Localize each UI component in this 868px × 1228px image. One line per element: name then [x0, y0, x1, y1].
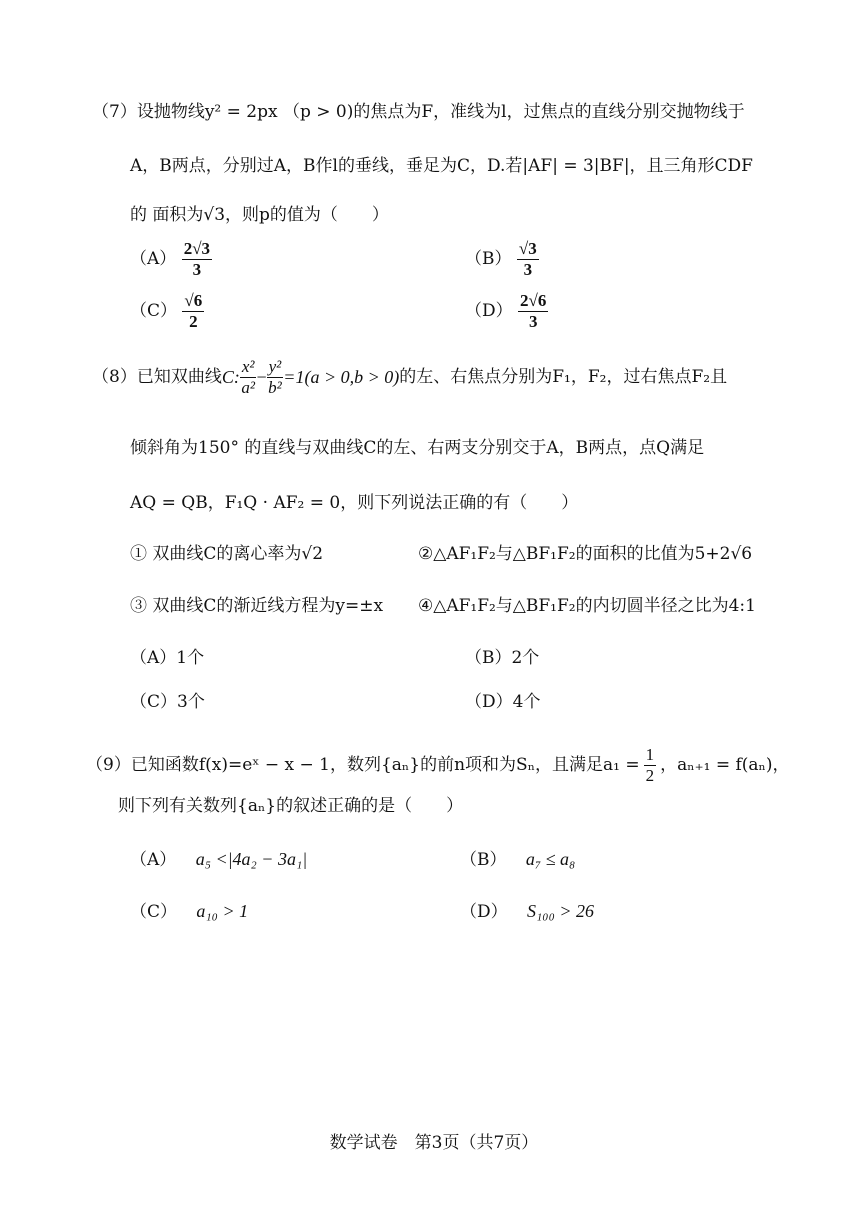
- q7-option-a: [130, 240, 212, 279]
- q8-eq-tail: =1(a > 0,b > 0): [283, 367, 400, 388]
- q7-line2: A，B两点，分别过A，B作l的垂线，垂足为C，D.若|AF| = 3|BF|，且三角形CDF: [130, 156, 753, 176]
- q7-option-d: [465, 292, 548, 331]
- q7-option-d-num: 2√6: [520, 291, 547, 310]
- q9-option-a-text: a₅ <|4a₂ − 3a₁|: [195, 849, 308, 869]
- q9-option-a-label: （A）: [130, 850, 177, 870]
- q7-option-c-num: √6: [184, 291, 203, 310]
- q9-line1-suffix: ，aₙ₊₁ = f(aₙ)，: [660, 754, 790, 775]
- q9-option-b-label: （B）: [460, 850, 507, 870]
- q7-line3: 的 面积为√3，则p的值为（ ）: [130, 205, 389, 225]
- q8-line1-suffix: 的左、右焦点分别为F₁，F₂，过右焦点F₂且: [399, 366, 728, 387]
- q8-line1-prefix: （8）已知双曲线: [92, 366, 222, 387]
- q8-option-c: （C）3个: [130, 692, 205, 712]
- q7-option-a-label: （A）: [130, 248, 177, 269]
- q9-option-a: [130, 850, 307, 869]
- q7-option-c-den: 2: [189, 311, 198, 331]
- q7-option-d-label: （D）: [465, 300, 513, 321]
- q8-frac-x-den: a²: [241, 377, 255, 397]
- q8-frac-y-den: b²: [268, 377, 282, 397]
- q8-line2: 倾斜角为150° 的直线与双曲线C的左、右两支分别交于A，B两点，点Q满足: [130, 438, 705, 458]
- q7-option-a-num: 2√3: [183, 239, 211, 258]
- q7-option-a-fraction: [182, 240, 212, 279]
- q7-option-d-den: 3: [528, 311, 538, 331]
- q9-option-d-label: （D）: [460, 902, 508, 922]
- q9-option-d-text: S₁₀₀ > 26: [527, 901, 594, 921]
- q7-line1: （7）设抛物线y² = 2px （p > 0)的焦点为F，准线为l，过焦点的直线分别交抛物线于: [92, 102, 745, 122]
- q7-option-b-fraction: [517, 240, 539, 279]
- q9-option-b-text: a₇ ≤ a₈: [525, 849, 576, 869]
- q9-a1-den: 2: [645, 765, 655, 785]
- q8-frac-y: [267, 358, 284, 397]
- q7-option-c: [130, 292, 204, 331]
- q7-option-b: [465, 240, 539, 279]
- q9-option-b: [460, 850, 575, 869]
- q7-option-a-den: 3: [192, 259, 202, 279]
- q8-line3: AQ = QB，F₁Q · AF₂ = 0，则下列说法正确的有（ ）: [130, 493, 579, 513]
- q8-statement-4: ④△AF₁F₂与△BF₁F₂的内切圆半径之比为4:1: [418, 596, 756, 616]
- q9-option-c-text: a₁₀ > 1: [196, 901, 249, 921]
- q7-option-c-fraction: [182, 292, 204, 331]
- q8-frac-x-num: x²: [241, 357, 255, 376]
- q9-option-c: [130, 902, 248, 921]
- q7-option-c-label: （C）: [130, 300, 178, 321]
- q9-option-d: [460, 902, 594, 921]
- q8-line1: [92, 358, 727, 397]
- q7-option-b-label: （B）: [465, 248, 512, 269]
- q7-option-b-den: 3: [523, 259, 533, 279]
- q9-line2: 则下列有关数列{aₙ}的叙述正确的是（ ）: [118, 796, 464, 816]
- q9-line1-prefix: （9）已知函数f(x)=eˣ − x − 1，数列{aₙ}的前n项和为Sₙ，且满足a₁ =: [86, 754, 640, 775]
- q8-eq-lead: C:: [221, 367, 240, 388]
- q8-statement-3: ③ 双曲线C的渐近线方程为y=±x: [130, 596, 384, 616]
- q9-a1-fraction: [644, 746, 657, 785]
- q8-minus: −: [256, 367, 267, 388]
- q7-option-d-fraction: [518, 292, 548, 331]
- q9-option-c-label: （C）: [130, 902, 178, 922]
- q8-statement-1: ① 双曲线C的离心率为√2: [130, 544, 324, 564]
- page-footer: 数学试卷 第3页（共7页）: [329, 1133, 539, 1153]
- q8-statement-2: ②△AF₁F₂与△BF₁F₂的面积的比值为5+2√6: [418, 544, 753, 564]
- q8-frac-y-num: y²: [268, 357, 282, 376]
- q8-option-d: （D）4个: [465, 692, 541, 712]
- q8-option-a: （A）1个: [130, 648, 205, 668]
- q7-option-b-num: √3: [518, 239, 537, 258]
- q8-option-b: （B）2个: [465, 648, 540, 668]
- q9-line1: [86, 746, 790, 785]
- q8-frac-x: [240, 358, 257, 397]
- q9-a1-num: 1: [645, 745, 655, 764]
